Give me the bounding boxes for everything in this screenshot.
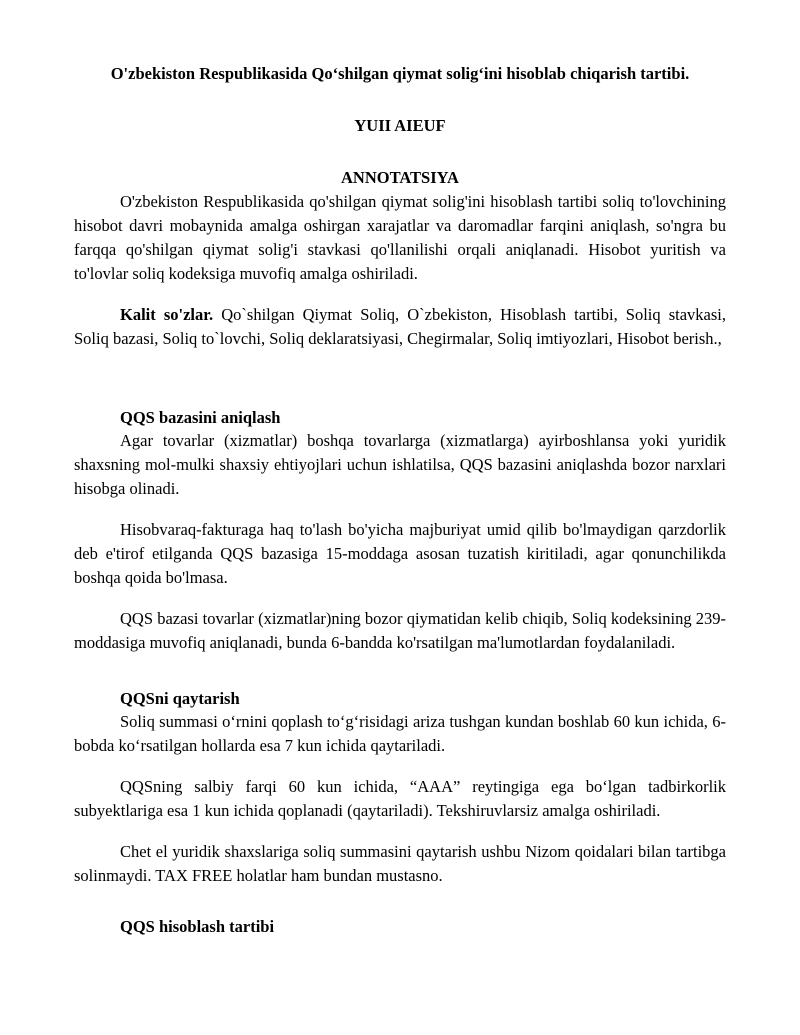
section-heading-qqs-calculation: QQS hisoblash tartibi xyxy=(120,917,275,936)
section-paragraph: Hisobvaraq-fakturaga haq to'lash bo'yicha majburiyat umid qilib bo'lmaydigan qarzdorlik deb e'tirof etilganda QQS bazasiga 15-moddaga asosan tuzatish kiritiladi, agar qonunchilikda boshqa qoida bo'lmasa. xyxy=(74,520,726,587)
annotation-heading: ANNOTATSIYA xyxy=(341,168,459,187)
author-name: YUII AIEUF xyxy=(354,116,446,135)
document-page xyxy=(74,62,726,938)
section-heading-qqs-refund: QQSni qaytarish xyxy=(120,689,240,708)
section-heading-qqs-base: QQS bazasini aniqlash xyxy=(120,408,281,427)
document-title: O'zbekiston Respublikasida Qo‘shilgan qiymat solig‘ini hisoblab chiqarish tartibi. xyxy=(110,64,690,83)
keywords-label: Kalit so'zlar. xyxy=(120,305,214,324)
keywords-list: Qo`shilgan Qiymat Soliq, O`zbekiston, Hisoblash tartibi, Soliq stavkasi, Soliq bazasi, Soliq to`lovchi, Soliq deklaratsiyasi, Chegirmalar, Soliq imtiyozlari, Hisobot berish., xyxy=(74,305,726,348)
section-paragraph: Chet el yuridik shaxslariga soliq summasini qaytarish ushbu Nizom qoidalari bilan tartibga solinmaydi. TAX FREE holatlar ham bundan mustasno. xyxy=(74,842,726,885)
section-paragraph: QQSning salbiy farqi 60 kun ichida, “AAA” reytingiga ega bo‘lgan tadbirkorlik subyektlariga esa 1 kun ichida qoplanadi (qaytariladi). Tekshiruvlarsiz amalga oshiriladi. xyxy=(74,777,726,820)
keywords-paragraph xyxy=(74,303,726,351)
section-paragraph: QQS bazasi tovarlar (xizmatlar)ning bozor qiymatidan kelib chiqib, Soliq kodeksining 239-moddasiga muvofiq aniqlanadi, bunda 6-bandda ko'rsatilgan ma'lumotlardan foydalaniladi. xyxy=(74,609,726,652)
section-paragraph: Soliq summasi o‘rnini qoplash to‘g‘risidagi ariza tushgan kundan boshlab 60 kun ichida, 6-bobda ko‘rsatilgan hollarda esa 7 kun ichida qaytariladi. xyxy=(74,712,726,755)
annotation-paragraph: O'zbekiston Respublikasida qo'shilgan qiymat solig'ini hisoblash tartibi soliq to'lovchining hisobot davri mobaynida amalga oshirgan xarajatlar va daromadlar farqini aniqlash, so'ngra bu farqqa qo'shilgan qiymat solig'i stavkasi qo'llanilishi orqali aniqlanadi. Hisobot yuritish va to'lovlar soliq kodeksiga muvofiq amalga oshiriladi. xyxy=(74,192,726,283)
section-paragraph: Agar tovarlar (xizmatlar) boshqa tovarlarga (xizmatlarga) ayirboshlansa yoki yuridik shaxsning mol-mulki shaxsiy ehtiyojlari uchun ishlatilsa, QQS bazasini aniqlashda bozor narxlari hisobga olinadi. xyxy=(74,431,726,498)
